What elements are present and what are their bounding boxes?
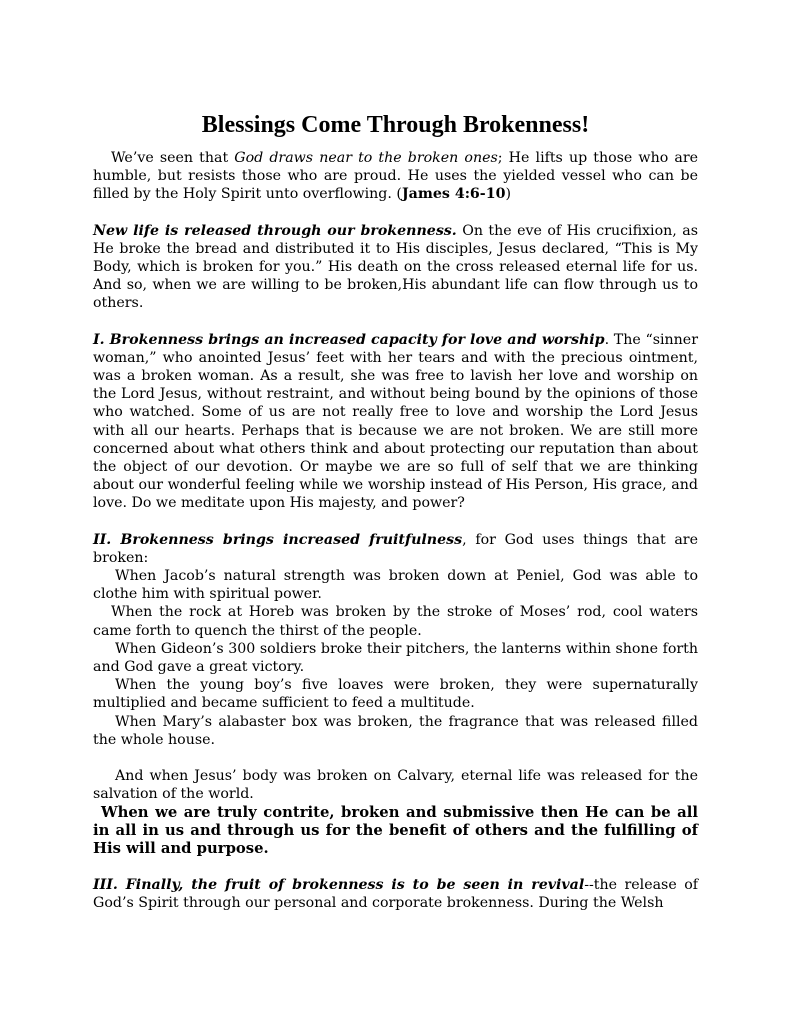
point-three-paragraph: III. Finally, the fruit of brokenness is to be seen in revival--the release of God’s Spirit through our personal and corporate brokenness. During the Welsh bbox=[93, 877, 698, 912]
example-paragraph: When Gideon’s 300 soldiers broke their pitchers, the lanterns within shone forth and God gave a great victory. bbox=[93, 640, 698, 676]
point-one-paragraph: I. Brokenness brings an increased capacity for love and worship. The “sinner woman,” who anointed Jesus’ feet with her tears and with the precious ointment, was a broken woman. As a result, she was free to lavish her love and worship on the Lord Jesus, without restraint, and without being bound by the opinions of those who watched. Some of us are not really free to love and worship the Lord Jesus with all our hearts. Perhaps that is because we are not broken. We are still more concerned about what others think and about protecting our reputation than about the object of our devotion. Or maybe we are so full of self that we are thinking about our wonderful feeling while we worship instead of His Person, His grace, and love. Do we meditate upon His majesty, and power? bbox=[93, 331, 698, 512]
new-life-paragraph: New life is released through our brokenness. On the eve of His crucifixion, as He broke the bread and distributed it to His disciples, Jesus declared, “This is My Body, which is broken for you.” His death on the cross released eternal life for us. And so, when we are willing to be broken,His abundant life can flow through us to others. bbox=[93, 222, 698, 312]
scripture-reference: James 4:6-10 bbox=[401, 186, 506, 203]
emphasis-text: God draws near to the broken ones bbox=[234, 150, 498, 166]
page-title: Blessings Come Through Brokenness! bbox=[201, 112, 590, 138]
example-paragraph: When the rock at Horeb was broken by the stroke of Moses’ rod, cool waters came forth to quench the thirst of the people. bbox=[93, 604, 698, 639]
calvary-paragraph: And when Jesus’ body was broken on Calvary, eternal life was released for the salvation of the world. bbox=[93, 768, 698, 803]
section-heading: New life is released through our brokenness. bbox=[93, 222, 457, 239]
example-paragraph: When Mary’s alabaster box was broken, the fragrance that was released filled the whole house. bbox=[93, 713, 698, 748]
intro-paragraph: We’ve seen that God draws near to the broken ones; He lifts up those who are humble, but resists those who are proud. He uses the yielded vessel who can be filled by the Holy Spirit unto overflowing. (James 4:6-10) bbox=[93, 150, 698, 203]
example-paragraph: When Jacob’s natural strength was broken down at Peniel, God was able to clothe him with spiritual power. bbox=[93, 568, 698, 603]
paragraph-gap bbox=[93, 858, 698, 876]
paragraph-gap bbox=[93, 749, 698, 767]
conclusion-paragraph: When we are truly contrite, broken and submissive then He can be all in all in us and through us for the benefit of others and the fulfilling of His will and purpose. bbox=[93, 803, 698, 857]
section-heading: I. Brokenness brings an increased capacity for love and worship bbox=[93, 331, 605, 348]
point-two-paragraph: II. Brokenness brings increased fruitfulness, for God uses things that are broken: bbox=[93, 531, 698, 566]
paragraph-gap bbox=[93, 204, 698, 222]
paragraph-gap bbox=[93, 513, 698, 531]
document-page bbox=[93, 110, 698, 913]
section-heading: III. Finally, the fruit of brokenness is to be seen in revival bbox=[93, 877, 585, 894]
example-paragraph: When the young boy’s five loaves were broken, they were supernaturally multiplied and became sufficient to feed a multitude. bbox=[93, 677, 698, 712]
section-heading: II. Brokenness brings increased fruitfulness bbox=[93, 531, 463, 548]
paragraph-gap bbox=[93, 313, 698, 331]
